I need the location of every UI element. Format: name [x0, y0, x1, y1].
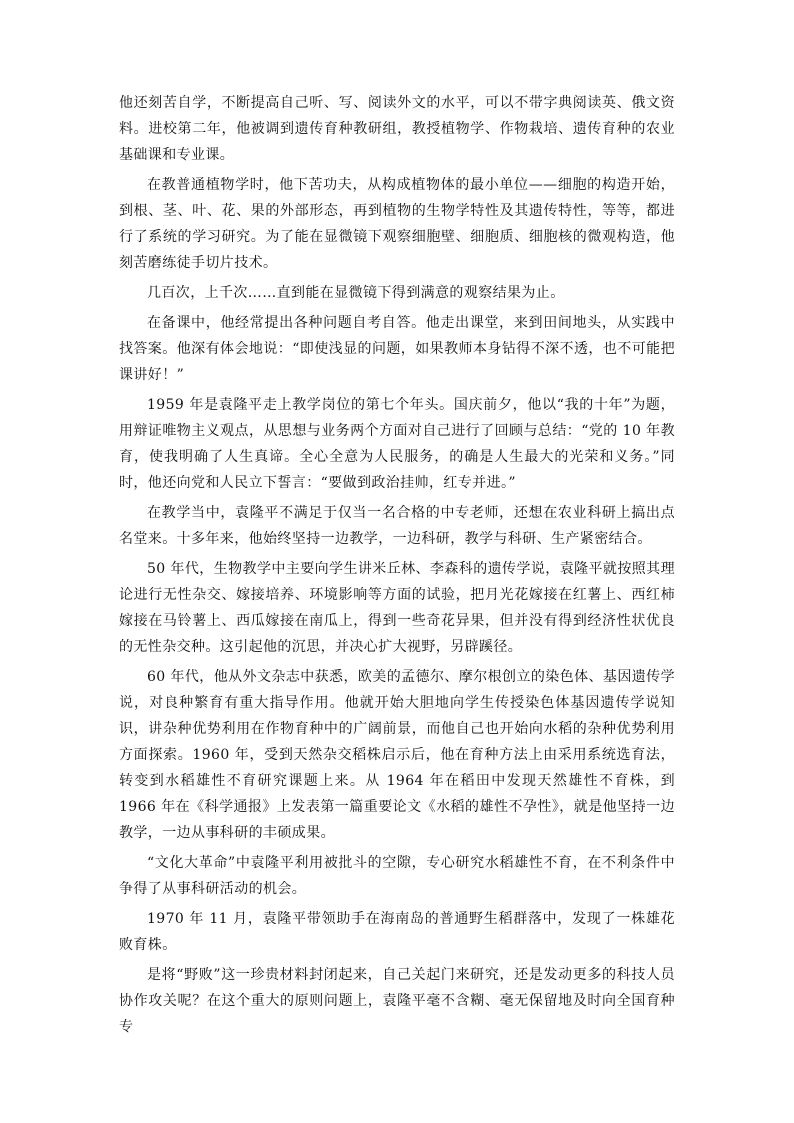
paragraph-6: 在教学当中，袁隆平不满足于仅当一名合格的中专老师，还想在农业科研上搞出点名堂来。十多年来，他始终坚持一边教学，一边科研，教学与科研、生产紧密结合。: [119, 505, 675, 547]
paragraph-3: 几百次，上千次……直到能在显微镜下得到满意的观察结果为止。: [147, 285, 565, 301]
paragraph-7: 50 年代，生物教学中主要向学生讲米丘林、李森科的遗传学说，袁隆平就按照其理论进行无性杂交、嫁接培养、环境影响等方面的试验，把月光花嫁接在红薯上、西红柿嫁接在马铃薯上、西瓜嫁接在南瓜上，得到一些奇花异果，但并没有得到经济性状优良的无性杂交种。这引起他的沉思，并决心扩大视野，另辟蹊径。: [119, 561, 675, 655]
paragraph-9: “文化大革命”中袁隆平利用被批斗的空隙，专心研究水稻雄性不育，在不利条件中争得了从事科研活动的机会。: [119, 855, 675, 897]
paragraph-8: 60 年代，他从外文杂志中获悉，欧美的孟德尔、摩尔根创立的染色体、基因遗传学说，对良种繁育有重大指导作用。他就开始大胆地向学生传授染色体基因遗传学说知识，讲杂种优势利用在作物育种中的广阔前景，而他自己也开始向水稻的杂种优势利用方面探索。1960 年，受到天然杂交稻株启示后，他在育种方法上由采用系统选育法，转变到水稻雄性不育研究课题上来。从 1964 年在稻田中发现天然雄性不育株，到 1966 年在《科学通报》上发表第一篇重要论文《水稻的雄性不孕性》，就是他坚持一边教学，一边从事科研的丰硕成果。: [119, 669, 675, 841]
body-text: [119, 90, 675, 1044]
paragraph-1: 他还刻苦自学，不断提高自己听、写、阅读外文的水平，可以不带字典阅读英、俄文资料。进校第二年，他被调到遗传育种教研组，教授植物学、作物栽培、遗传育种的农业基础课和专业课。: [119, 95, 675, 163]
paragraph-11: 是将“野败”这一珍贵材料封闭起来，自己关起门来研究，还是发动更多的科技人员协作攻关呢？在这个重大的原则问题上，袁隆平毫不含糊、毫无保留地及时向全国育种专: [119, 967, 675, 1035]
paragraph-10: 1970 年 11 月，袁隆平带领助手在海南岛的普通野生稻群落中，发现了一株雄花败育株。: [119, 911, 675, 953]
paragraph-4: 在备课中，他经常提出各种问题自考自答。他走出课堂，来到田间地头，从实践中找答案。他深有体会地说：“即使浅显的问题，如果教师本身钻得不深不透，也不可能把课讲好！”: [119, 315, 675, 383]
paragraph-2: 在教普通植物学时，他下苦功夫，从构成植物体的最小单位——细胞的构造开始，到根、茎、叶、花、果的外部形态，再到植物的生物学特性及其遗传特性，等等，都进行了系统的学习研究。为了能在显微镜下观察细胞壁、细胞质、细胞核的微观构造，他刻苦磨练徒手切片技术。: [119, 177, 675, 271]
paragraph-5: 1959 年是袁隆平走上教学岗位的第七个年头。国庆前夕，他以“我的十年”为题，用辩证唯物主义观点，从思想与业务两个方面对自己进行了回顾与总结：“党的 10 年教育，使我明确了人生真谛。全心全意为人民服务，的确是人生最大的光荣和义务。”同时，他还向党和人民立下誓言：“要做到政治挂帅，红专并进。”: [119, 397, 675, 491]
